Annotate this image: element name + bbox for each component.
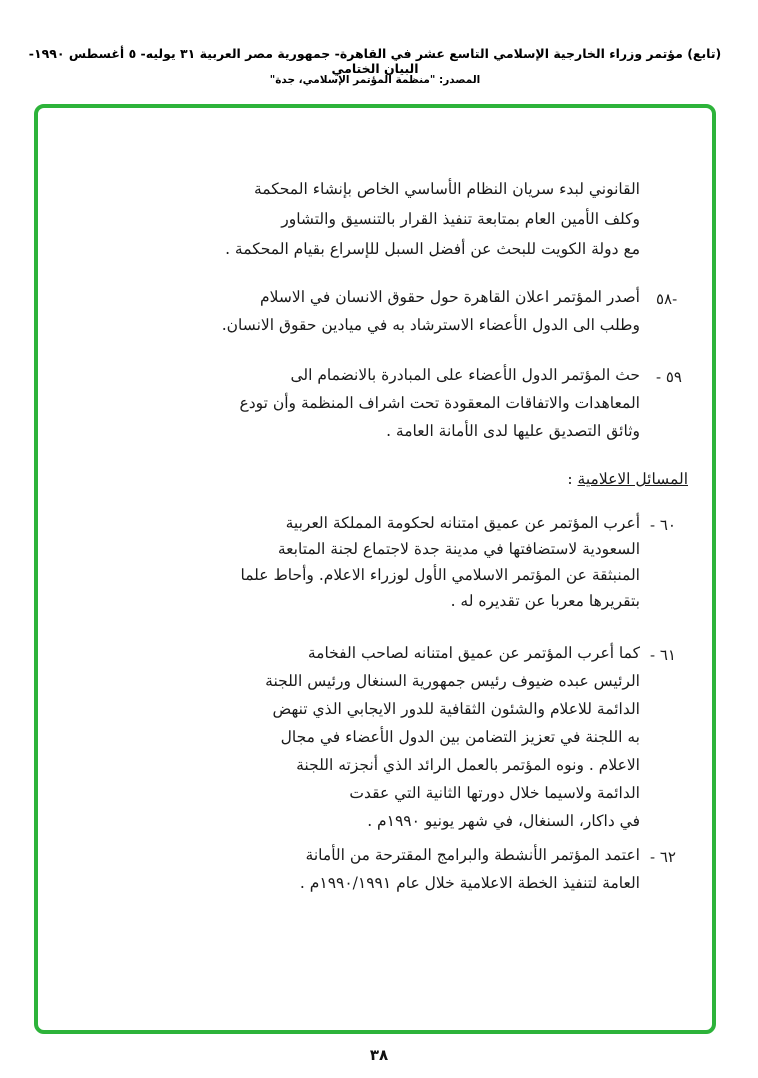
item-paragraph-62	[80, 846, 640, 906]
section-heading	[567, 470, 688, 488]
document-source-line: المصدر: "منظمة المؤتمر الإسلامي، جدة"	[269, 74, 481, 86]
item-line: أصدر المؤتمر اعلان القاهرة حول حقوق الانسان في الاسلام	[260, 288, 640, 306]
item-line: الاعلام . ونوه المؤتمر بالعمل الرائد الذي أنجزته اللجنة	[296, 756, 640, 774]
item-number-62: ٦٢ -	[650, 848, 676, 866]
item-line: أعرب المؤتمر عن عميق امتنانه لحكومة المملكة العربية	[285, 514, 640, 532]
item-line: في داكار، السنغال، في شهر يونيو ١٩٩٠م .	[367, 812, 640, 830]
item-line: المعاهدات والاتفاقات المعقودة تحت اشراف المنظمة وأن تودع	[239, 394, 640, 412]
section-heading-text: المسائل الاعلامية	[577, 470, 688, 488]
intro-line: وكلف الأمين العام بمتابعة تنفيذ القرار بالتنسيق والتشاور	[281, 210, 640, 228]
item-line: كما أعرب المؤتمر عن عميق امتنانه لصاحب الفخامة	[307, 644, 640, 662]
item-paragraph-60	[80, 514, 640, 624]
intro-paragraph	[80, 180, 640, 270]
item-line: بتقريرها معربا عن تقديره له .	[450, 592, 640, 610]
item-line: العامة لتنفيذ الخطة الاعلامية خلال عام ١٩٩٠/١٩٩١م .	[299, 874, 640, 892]
item-line: حث المؤتمر الدول الأعضاء على المبادرة بالانضمام الى	[290, 366, 640, 384]
item-line: الرئيس عبده ضيوف رئيس جمهورية السنغال ورئيس اللجنة	[265, 672, 640, 690]
intro-line: القانوني لبدء سريان النظام الأساسي الخاص بإنشاء المحكمة	[253, 180, 640, 198]
item-number-58: -٥٨	[656, 290, 678, 308]
item-paragraph-58	[80, 288, 640, 348]
section-heading-colon: :	[567, 470, 573, 488]
item-line: وثائق التصديق عليها لدى الأمانة العامة .	[386, 422, 640, 440]
item-number-59: ٥٩ -	[656, 368, 682, 386]
document-header-title: (تابع) مؤتمر وزراء الخارجية الإسلامي التاسع عشر في القاهرة- جمهورية مصر العربية ٣١ يوليه- ٥ أغسطس ١٩٩٠- البيان الختامي	[28, 46, 722, 76]
intro-line: مع دولة الكويت للبحث عن أفضل السبل للإسراع بقيام المحكمة .	[225, 240, 640, 258]
item-line: اعتمد المؤتمر الأنشطة والبرامج المقترحة من الأمانة	[305, 846, 640, 864]
item-line: السعودية لاستضافتها في مدينة جدة لاجتماع لجنة المتابعة	[277, 540, 640, 558]
item-line: الدائمة ولاسيما خلال دورتها الثانية التي عقدت	[349, 784, 640, 802]
item-paragraph-61	[80, 644, 640, 844]
item-paragraph-59	[80, 366, 640, 456]
item-number-60: ٦٠ -	[650, 516, 676, 534]
item-line: المنبثقة عن المؤتمر الاسلامي الأول لوزراء الاعلام. وأحاط علما	[240, 566, 640, 584]
item-number-61: ٦١ -	[650, 646, 676, 664]
item-line: به اللجنة في تعزيز التضامن بين الدول الأعضاء في مجال	[280, 728, 640, 746]
item-line: وطلب الى الدول الأعضاء الاسترشاد به في ميادين حقوق الانسان.	[221, 316, 640, 334]
item-line: الدائمة للاعلام والشئون الثقافية للدور الايجابي الذي تنهض	[272, 700, 640, 718]
page-number: ٣٨	[369, 1046, 389, 1064]
